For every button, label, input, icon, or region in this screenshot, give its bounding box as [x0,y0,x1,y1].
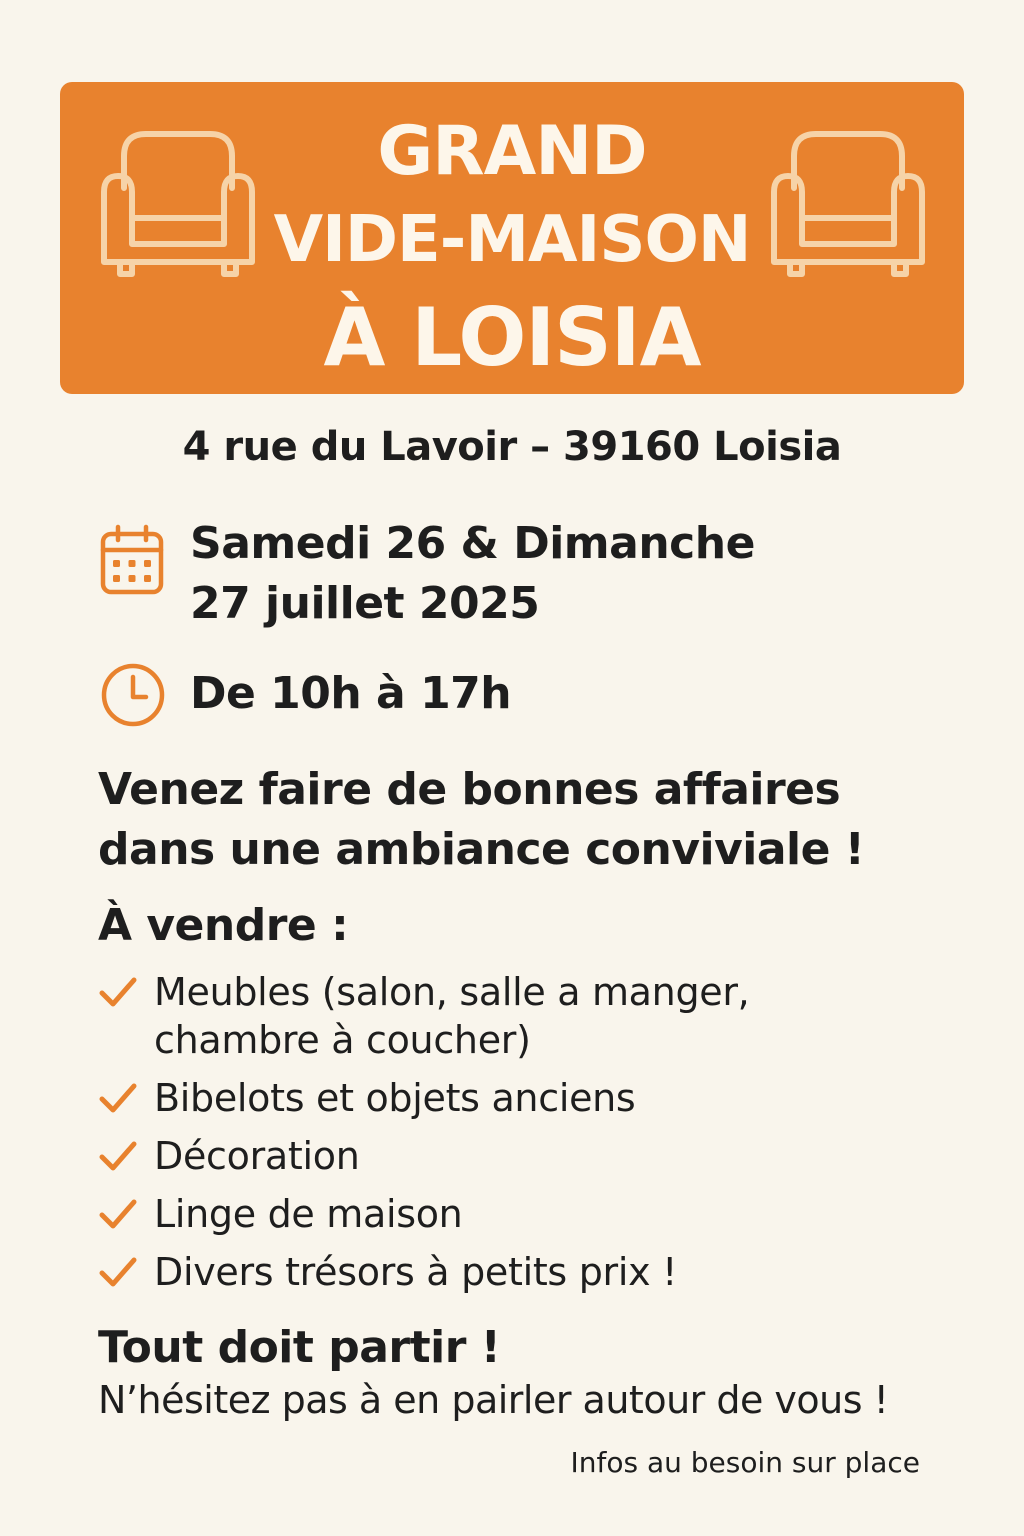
list-item-line-2: chambre à coucher) [154,1018,531,1062]
list-item-label: Divers trésors à petits prix ! [154,1250,678,1294]
list-item-label: Linge de maison [154,1192,463,1236]
banner-title-line-2: VIDE-MAISON [273,203,751,277]
banner-title-line-1: GRAND [377,112,647,191]
checkmark-icon [98,1080,138,1116]
footer-note: Infos au besoin sur place [570,1446,920,1479]
tagline-line-1: Venez faire de bonnes affaires [98,764,841,815]
list-item [98,1190,462,1238]
list-item [98,1074,635,1122]
calendar-icon [100,524,164,596]
checkmark-icon [98,1138,138,1174]
tagline [98,760,864,880]
title-banner [60,82,964,394]
closing-subline: N’hésitez pas à en pairler autour de vous ! [98,1378,889,1422]
address: 4 rue du Lavoir – 39160 Loisia [182,424,842,470]
banner-title-line-3: À LOISIA [323,291,701,384]
clock-icon [100,662,166,728]
list-item-line-1: Meubles (salon, salle a manger, [154,970,750,1014]
list-item-label: Bibelots et objets anciens [154,1076,636,1120]
event-dates-line-1: Samedi 26 & Dimanche [190,518,755,569]
list-item [98,1132,359,1180]
list-item [98,968,749,1064]
event-hours: De 10h à 17h [190,668,512,719]
tagline-line-2: dans une ambiance conviviale ! [98,824,865,875]
armchair-icon [766,126,930,284]
for-sale-heading: À vendre : [98,900,349,951]
checkmark-icon [98,1196,138,1232]
closing-headline: Tout doit partir ! [98,1322,501,1373]
list-item-label: Décoration [154,1134,360,1178]
list-item [98,1248,677,1296]
event-dates-line-2: 27 juillet 2025 [190,578,540,629]
event-dates [190,514,755,634]
checkmark-icon [98,1254,138,1290]
checkmark-icon [98,974,138,1010]
